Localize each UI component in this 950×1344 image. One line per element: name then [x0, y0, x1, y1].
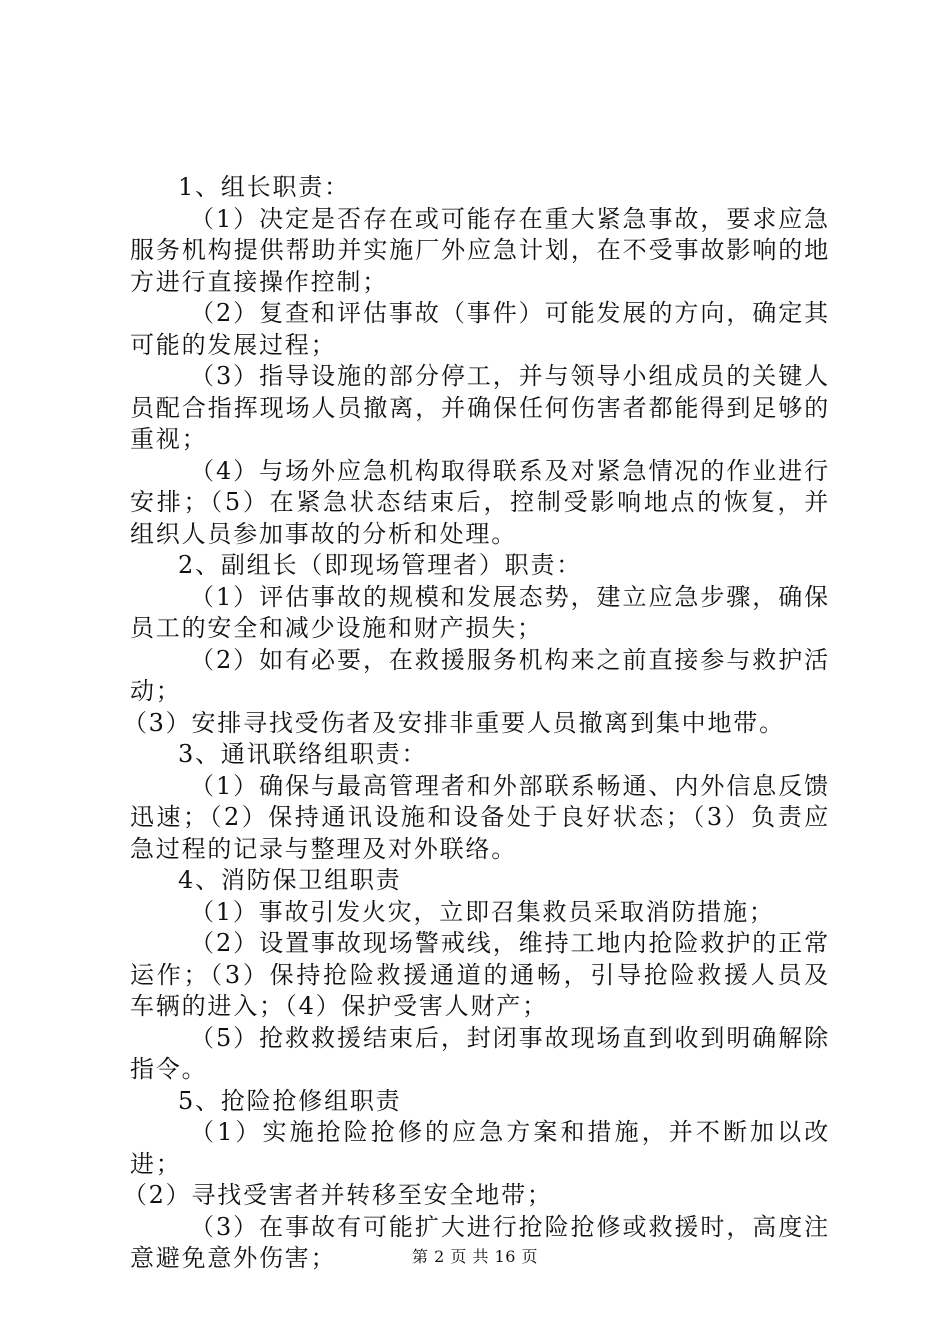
paragraph-deputy-duty-3: （3）安排寻找受伤者及安排非重要人员撤离到集中地带。: [122, 708, 785, 737]
section-heading-rescue-repair: 5、抢险抢修组职责: [178, 1086, 402, 1115]
section-heading-deputy-leader: 2、副组长（即现场管理者）职责：: [178, 551, 583, 579]
paragraph-fire-duty-5: （5）抢救救援结束后，封闭事故现场直到收到明确解除指令。: [130, 1023, 830, 1083]
section-heading-fire-security: 4、消防保卫组职责: [178, 866, 402, 894]
paragraph-rescue-duty-3: （3）在事故有可能扩大进行抢险抢修或救援时，高度注意避免意外伤害；: [130, 1212, 830, 1272]
paragraph-fire-duty-2-4: （2）设置事故现场警戒线，维持工地内抢险救护的正常运作；（3）保持抢险救援通道的通畅，引导抢险救援人员及车辆的进入；（4）保护受害人财产；: [130, 929, 830, 1020]
page-number-footer: 第 2 页 共 16 页: [412, 1247, 538, 1266]
paragraph-communication-duties: （1）确保与最高管理者和外部联系畅通、内外信息反馈迅速；（2）保持通讯设施和设备处于良好状态；（3）负责应急过程的记录与整理及对外联络。: [130, 771, 830, 863]
paragraph-deputy-duty-1: （1）评估事故的规模和发展态势，建立应急步骤，确保员工的安全和减少设施和财产损失；: [130, 582, 830, 642]
section-heading-communication: 3、通讯联络组职责：: [178, 740, 428, 768]
paragraph-leader-duty-2: （2）复查和评估事故（事件）可能发展的方向，确定其可能的发展过程；: [130, 299, 830, 359]
section-heading-leader: 1、组长职责：: [178, 173, 350, 201]
paragraph-deputy-duty-2: （2）如有必要，在救援服务机构来之前直接参与救护活动；: [130, 645, 830, 705]
paragraph-leader-duty-1: （1）决定是否存在或可能存在重大紧急事故，要求应急服务机构提供帮助并实施厂外应急计划，在不受事故影响的地方进行直接操作控制；: [130, 204, 830, 296]
paragraph-fire-duty-1: （1）事故引发火灾，立即召集救员采取消防措施；: [190, 897, 775, 926]
paragraph-rescue-duty-1: （1）实施抢险抢修的应急方案和措施，并不断加以改进；: [130, 1118, 830, 1178]
document-body: [122, 172, 830, 1275]
paragraph-rescue-duty-2: （2）寻找受害者并转移至安全地带；: [122, 1181, 553, 1209]
paragraph-leader-duty-4-5: （4）与场外应急机构取得联系及对紧急情况的作业进行安排；（5）在紧急状态结束后，控制受影响地点的恢复，并组织人员参加事故的分析和处理。: [130, 456, 830, 548]
paragraph-leader-duty-3: （3）指导设施的部分停工，并与领导小组成员的关键人员配合指挥现场人员撤离，并确保任何伤害者都能得到足够的重视；: [130, 362, 830, 453]
